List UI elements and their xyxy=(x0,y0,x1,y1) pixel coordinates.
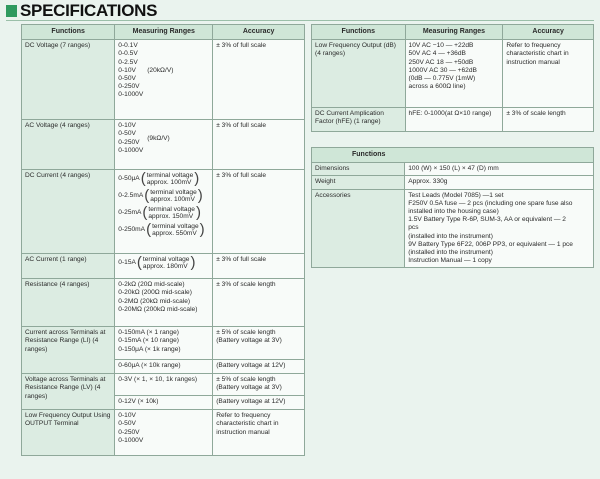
acc-resistance: ± 3% of scale length xyxy=(213,279,305,327)
value-accessories xyxy=(405,189,594,268)
accessory-line: (installed into the instrument) xyxy=(408,249,493,257)
range-line: 0-10V xyxy=(118,412,136,420)
row-low-freq-db xyxy=(312,40,594,108)
row-low-freq-output xyxy=(22,410,305,456)
ranges-dc-voltage xyxy=(115,40,213,120)
accuracy-line: ± 5% of scale length xyxy=(216,376,276,384)
fn-hfe: DC Current Amplication Factor (hFE) (1 range) xyxy=(312,108,406,132)
value-dimensions: 100 (W) × 150 (L) × 47 (D) mm xyxy=(405,163,594,176)
range-line: 0-50V xyxy=(118,130,136,138)
terminal-voltage: approx. 550mV xyxy=(152,230,197,238)
row-ac-voltage xyxy=(22,120,305,170)
range-value: 0-15A xyxy=(118,259,136,267)
range-voltage-lv-10k: 0-12V (× 10k) xyxy=(115,396,213,410)
acc-low-freq-db: Refer to frequency characteristic chart in instruction manual xyxy=(503,40,594,108)
accessory-line: Instruction Manual — 1 copy xyxy=(408,257,492,265)
range-line: (0dB — 0.775V (1mW) xyxy=(408,75,476,83)
fn-dc-current: DC Current (4 ranges) xyxy=(22,170,115,254)
terminal-voltage: approx. 100mV xyxy=(150,196,195,204)
range-value: 0-50μA xyxy=(118,175,140,183)
range-line: 0-150mA (× 1 range) xyxy=(118,329,179,337)
range-line: 1000V AC 30 — +62dB xyxy=(408,66,477,74)
header-row xyxy=(22,25,305,40)
header-functions: Functions xyxy=(312,25,406,40)
sensitivity-note: (20kΩ/V) xyxy=(147,66,174,74)
ranges-current-li xyxy=(115,327,213,360)
range-line: 0-50V xyxy=(118,420,136,428)
accuracy-line: ± 5% of scale length xyxy=(216,329,276,337)
fn-ac-voltage: AC Voltage (4 ranges) xyxy=(22,120,115,170)
range-voltage-lv: 0-3V (× 1, × 10, 1k ranges) xyxy=(115,374,213,396)
row-dc-current xyxy=(22,170,305,254)
accessory-line: F250V 0.5A fuse — 2 pcs (including one spare fuse also xyxy=(408,199,573,207)
acc-dc-voltage: ± 3% of full scale xyxy=(213,40,305,120)
row-weight xyxy=(312,176,594,189)
acc-voltage-lv-10k: (Battery voltage at 12V) xyxy=(213,396,305,410)
row-resistance xyxy=(22,279,305,327)
row-ac-current xyxy=(22,254,305,279)
battery-note: (Battery voltage at 3V) xyxy=(216,337,282,345)
header-ranges: Measuring Ranges xyxy=(405,25,503,40)
header-row xyxy=(312,25,594,40)
range-line: 0-10V xyxy=(118,122,136,130)
range-value: 0-250mA xyxy=(118,226,146,234)
terminal-label: terminal voltage xyxy=(142,256,190,264)
range-line: 0-0.1V xyxy=(118,42,138,50)
accessory-line: (installed into the instrument) xyxy=(408,232,493,240)
accessory-line: installed into the housing case) xyxy=(408,208,499,216)
range-value: 0-2.5mA xyxy=(118,192,144,200)
range-line: 0-150μA (× 1k range) xyxy=(118,345,181,353)
row-dc-voltage xyxy=(22,40,305,120)
specs-table-right-bottom xyxy=(311,147,594,268)
row-accessories xyxy=(312,189,594,268)
label-weight: Weight xyxy=(312,176,405,189)
header-functions: Functions xyxy=(22,25,115,40)
row-hfe xyxy=(312,108,594,132)
accessory-line: pcs xyxy=(408,224,419,232)
acc-hfe: ± 3% of scale length xyxy=(503,108,594,132)
value-weight: Approx. 330g xyxy=(405,176,594,189)
terminal-label: terminal voltage xyxy=(146,172,194,180)
ranges-dc-current: 0-50μA ( terminal voltage approx. 100mV ) 0-2.5mA ( terminal voltage approx. 100mV ) 0-25mA ( terminal voltage approx. 150mV ) 0-250mA ( terminal voltage approx. 550mV ) xyxy=(115,170,213,254)
fn-ac-current: AC Current (1 range) xyxy=(22,254,115,279)
acc-dc-current: ± 3% of full scale xyxy=(213,170,305,254)
terminal-voltage: approx. 180mV xyxy=(142,263,188,271)
range-current-li-10k: 0-60μA (× 10k range) xyxy=(115,360,213,374)
range-line: 0-1000V xyxy=(118,436,144,444)
range-line: across a 600Ω line) xyxy=(408,83,466,91)
terminal-label: terminal voltage xyxy=(148,206,195,214)
terminal-label: terminal voltage xyxy=(150,189,197,197)
fn-low-freq-output: Low Frequency Output Using OUTPUT Terminal xyxy=(22,410,115,456)
acc-voltage-lv xyxy=(213,374,305,396)
fn-low-freq-db: Low Frequency Output (dB) (4 ranges) xyxy=(312,40,406,108)
range-line: 10V AC −10 — +22dB xyxy=(408,42,474,50)
range-line: 250V AC 18 — +50dB xyxy=(408,58,474,66)
accessory-line: 1.5V Battery Type R-6P, SUM-3, AA or equivalent — 2 xyxy=(408,216,566,224)
range-line: 0-250V xyxy=(118,138,140,146)
range-line: 0-0.5V xyxy=(118,50,138,58)
range-line: 0-15mA (× 10 range) xyxy=(118,337,179,345)
ranges-ac-voltage xyxy=(115,120,213,170)
acc-low-freq-output: Refer to frequency characteristic chart in instruction manual xyxy=(213,410,305,456)
row-voltage-lv xyxy=(22,374,305,396)
range-line: 0-2kΩ (20Ω mid-scale) xyxy=(118,281,185,289)
terminal-label: terminal voltage xyxy=(152,223,199,231)
range-line: 0-250V xyxy=(118,428,140,436)
specs-table-right-top xyxy=(311,24,594,132)
sensitivity-note: (9kΩ/V) xyxy=(147,134,170,142)
range-line: 0-1000V xyxy=(118,91,144,99)
range-hfe: hFE: 0-1000(at Ω×10 range) xyxy=(405,108,503,132)
range-line: 0-50V xyxy=(118,75,136,83)
acc-current-li xyxy=(213,327,305,360)
acc-ac-voltage: ± 3% of full scale xyxy=(213,120,305,170)
header-functions: Functions xyxy=(312,148,594,163)
range-line: 0-10V xyxy=(118,66,136,74)
title-rule xyxy=(6,20,594,21)
fn-voltage-lv: Voltage across Terminals at Resistance Range (LV) (4 ranges) xyxy=(22,374,115,410)
accessory-line: 9V Battery Type 6F22, 006P PP3, or equivalent — 1 pce xyxy=(408,240,573,248)
header-accuracy: Accuracy xyxy=(213,25,305,40)
acc-ac-current: ± 3% of full scale xyxy=(213,254,305,279)
title-bar xyxy=(6,1,157,21)
ranges-ac-current: 0-15A ( terminal voltage approx. 180mV ) xyxy=(115,254,213,279)
range-value: 0-25mA xyxy=(118,209,142,217)
ranges-low-freq-db xyxy=(405,40,503,108)
row-dimensions xyxy=(312,163,594,176)
accessory-line: Test Leads (Model 7085) —1 set xyxy=(408,191,504,199)
range-line: 50V AC 4 — +36dB xyxy=(408,50,466,58)
specs-table-left xyxy=(21,24,305,456)
row-current-li xyxy=(22,327,305,360)
acc-current-li-10k: (Battery voltage at 12V) xyxy=(213,360,305,374)
terminal-voltage: approx. 150mV xyxy=(148,213,194,221)
fn-current-li: Current across Terminals at Resistance Range (LI) (4 ranges) xyxy=(22,327,115,374)
range-line: 0-1000V xyxy=(118,146,144,154)
page-title: SPECIFICATIONS xyxy=(20,1,158,20)
fn-resistance: Resistance (4 ranges) xyxy=(22,279,115,327)
header-ranges: Measuring Ranges xyxy=(115,25,213,40)
header-row xyxy=(312,148,594,163)
battery-note: (Battery voltage at 3V) xyxy=(216,384,282,392)
ranges-low-freq-output xyxy=(115,410,213,456)
label-dimensions: Dimensions xyxy=(312,163,405,176)
range-line: 0-20MΩ (200kΩ mid-scale) xyxy=(118,305,198,313)
ranges-resistance xyxy=(115,279,213,327)
range-line: 0-2MΩ (20kΩ mid-scale) xyxy=(118,297,191,305)
fn-dc-voltage: DC Voltage (7 ranges) xyxy=(22,40,115,120)
range-line: 0-2.5V xyxy=(118,58,138,66)
title-marker xyxy=(6,5,17,17)
terminal-voltage: approx. 100mV xyxy=(146,179,192,187)
range-line: 0-20kΩ (200Ω mid-scale) xyxy=(118,289,192,297)
label-accessories: Accessories xyxy=(312,189,405,268)
header-accuracy: Accuracy xyxy=(503,25,594,40)
range-line: 0-250V xyxy=(118,83,140,91)
